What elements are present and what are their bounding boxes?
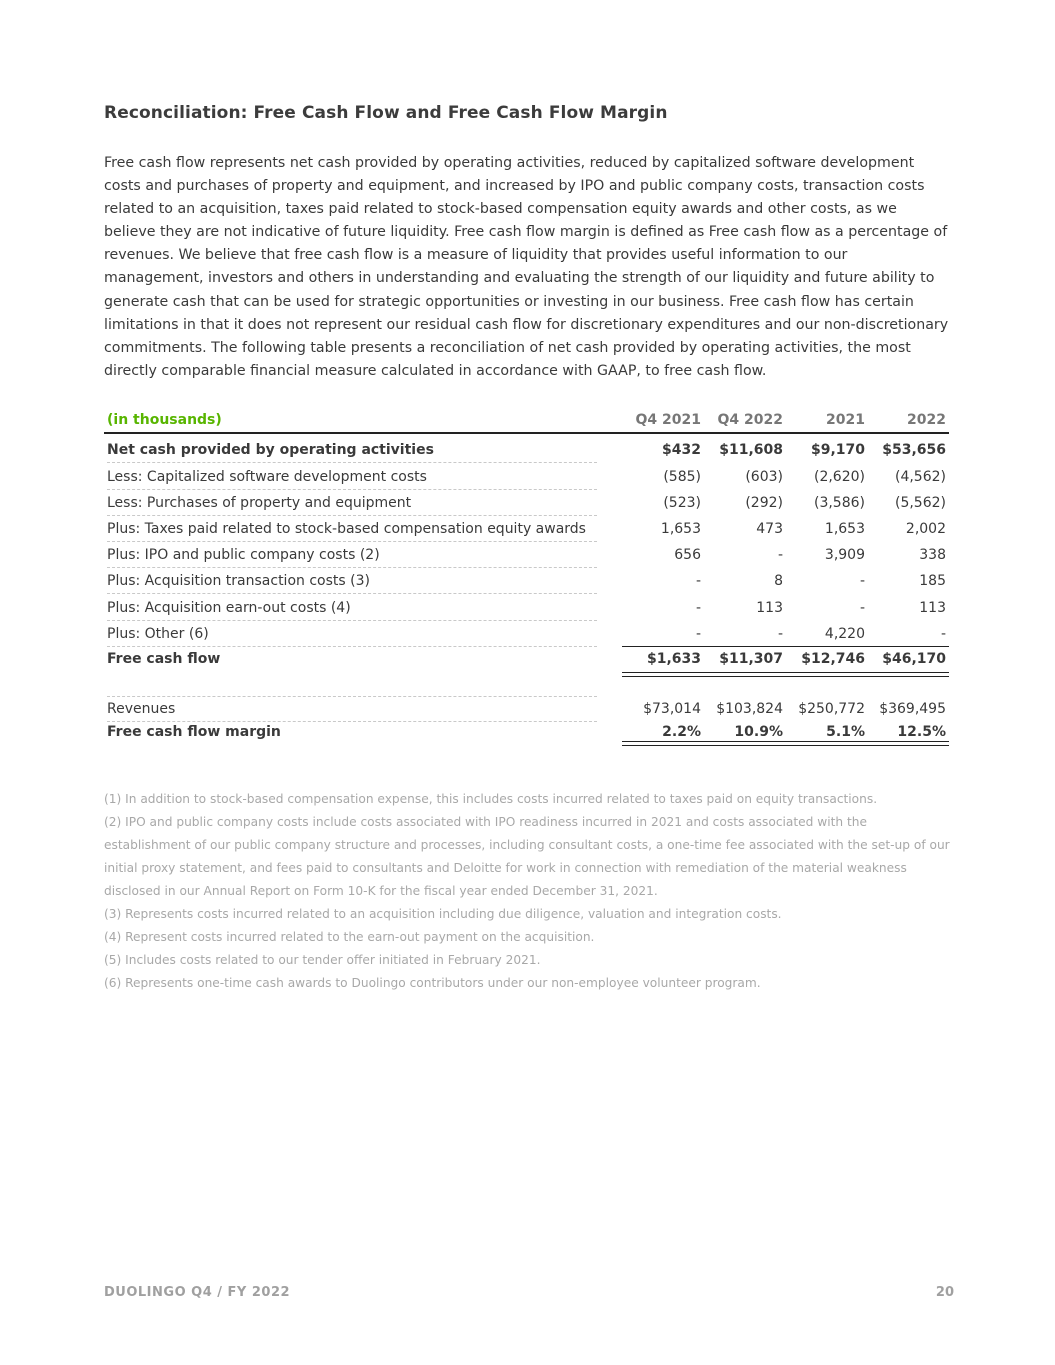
page-number: 20 — [935, 1285, 954, 1300]
footnote: (1) In addition to stock-based compensation expense, this includes costs incurred related to taxes paid on equity transactions. — [104, 792, 878, 806]
table-row — [104, 491, 950, 515]
cell: - — [859, 600, 865, 616]
cell: $432 — [662, 442, 701, 458]
cell: $46,170 — [882, 651, 946, 667]
cell: 4,220 — [824, 626, 865, 642]
table-row — [104, 465, 950, 489]
footnote: (3) Represents costs incurred related to an acquisition including due diligence, valuation and integration costs. — [104, 907, 782, 921]
cell: - — [777, 547, 783, 563]
intro-paragraph: Free cash flow represents net cash provided by operating activities, reduced by capitalized software development costs and purchases of property and equipment, and increased by IPO and public company costs, transaction costs related to an acquisition, taxes paid related to stock-based compensation equity awards and other costs, as we believe they are not indicative of future liquidity. Free cash flow margin is defined as Free cash flow as a percentage of revenues. We believe that free cash flow is a measure of liquidity that provides useful information to our management, investors and others in understanding and evaluating the strength of our liquidity and future ability to generate cash that can be used for strategic opportunities or investing in our business. Free cash flow has certain limitations in that it does not represent our residual cash flow for discretionary expenditures and our non-discretionary commitments. The following table presents a reconciliation of net cash provided by operating activities, the most directly comparable financial measure calculated in accordance with GAAP, to free cash flow. — [104, 155, 949, 379]
table-row — [104, 569, 950, 593]
cell: 5.1% — [826, 724, 865, 740]
cell: 1,653 — [824, 521, 865, 537]
cell: - — [695, 600, 701, 616]
cell: 1,653 — [660, 521, 701, 537]
cell: $53,656 — [882, 442, 946, 458]
footnotes — [104, 788, 954, 995]
cell: 113 — [756, 600, 783, 616]
total-double-rule — [622, 672, 949, 677]
cell: 338 — [919, 547, 946, 563]
cell: (292) — [745, 495, 783, 511]
cell: (4,562) — [894, 469, 946, 485]
row-label: Net cash provided by operating activities — [107, 438, 597, 463]
cell: - — [777, 626, 783, 642]
row-label: Revenues — [107, 697, 597, 722]
cell: 185 — [919, 573, 946, 589]
page-title: Reconciliation: Free Cash Flow and Free Cash Flow Margin — [104, 103, 668, 123]
footnote: (6) Represents one-time cash awards to Duolingo contributors under our non-employee volunteer program. — [104, 976, 761, 990]
footnote: (4) Represent costs incurred related to the earn-out payment on the acquisition. — [104, 930, 595, 944]
row-label: Plus: Acquisition transaction costs (3) — [107, 569, 597, 594]
cell: $369,495 — [879, 701, 946, 717]
row-label: Free cash flow margin — [107, 724, 281, 740]
col-header-q4-2022: Q4 2022 — [717, 412, 783, 428]
cell: (3,586) — [813, 495, 865, 511]
table-row — [104, 517, 950, 541]
table-header — [104, 408, 950, 432]
table-row — [104, 438, 950, 462]
footer-report-name: DUOLINGO Q4 / FY 2022 — [104, 1285, 291, 1300]
footnote: (2) IPO and public company costs include costs associated with IPO readiness incurred in 2021 and costs associated with the establishment of our public company structure and processes, including consultant costs, a one-time fee associated with the set-up of our initial proxy statement, and fees paid to consultants and Deloitte for work in connection with remediation of the material weakness disclosed in our Annual Report on Form 10-K for the fiscal year ended December 31, 2021. — [104, 815, 950, 898]
cell: - — [940, 626, 946, 642]
row-label: Plus: Taxes paid related to stock-based compensation equity awards — [107, 517, 597, 542]
units-label: (in thousands) — [107, 412, 222, 428]
cell: (523) — [663, 495, 701, 511]
cell: 656 — [674, 547, 701, 563]
header-rule — [104, 432, 949, 434]
cell: 2.2% — [662, 724, 701, 740]
row-label: Less: Capitalized software development costs — [107, 465, 597, 490]
table-row — [104, 596, 950, 620]
cell: 113 — [919, 600, 946, 616]
col-header-2021: 2021 — [826, 412, 865, 428]
cell: $103,824 — [716, 701, 783, 717]
row-label: Plus: Acquisition earn-out costs (4) — [107, 596, 597, 621]
margin-double-rule — [622, 741, 949, 746]
cell: - — [695, 573, 701, 589]
cell: - — [859, 573, 865, 589]
cell: $11,307 — [719, 651, 783, 667]
cell: $11,608 — [719, 442, 783, 458]
table-row — [104, 622, 950, 646]
cell: 3,909 — [824, 547, 865, 563]
cell: (585) — [663, 469, 701, 485]
cell: $73,014 — [643, 701, 701, 717]
cell: (2,620) — [813, 469, 865, 485]
row-label: Less: Purchases of property and equipment — [107, 491, 597, 516]
cell: 10.9% — [734, 724, 783, 740]
row-label: Plus: IPO and public company costs (2) — [107, 543, 597, 568]
col-header-2022: 2022 — [907, 412, 946, 428]
cell: 12.5% — [897, 724, 946, 740]
revenues-row — [104, 697, 950, 721]
cell: $1,633 — [646, 651, 701, 667]
cell: 8 — [774, 573, 783, 589]
row-label: Free cash flow — [107, 651, 221, 667]
table-row — [104, 543, 950, 567]
footnote: (5) Includes costs related to our tender offer initiated in February 2021. — [104, 953, 541, 967]
free-cash-flow-row — [104, 647, 950, 671]
cell: $12,746 — [801, 651, 865, 667]
cell: - — [695, 626, 701, 642]
col-header-q4-2021: Q4 2021 — [635, 412, 701, 428]
cell: (603) — [745, 469, 783, 485]
cell: (5,562) — [894, 495, 946, 511]
cell: $9,170 — [810, 442, 865, 458]
cell: $250,772 — [798, 701, 865, 717]
cell: 2,002 — [905, 521, 946, 537]
cell: 473 — [756, 521, 783, 537]
row-label: Plus: Other (6) — [107, 622, 597, 647]
